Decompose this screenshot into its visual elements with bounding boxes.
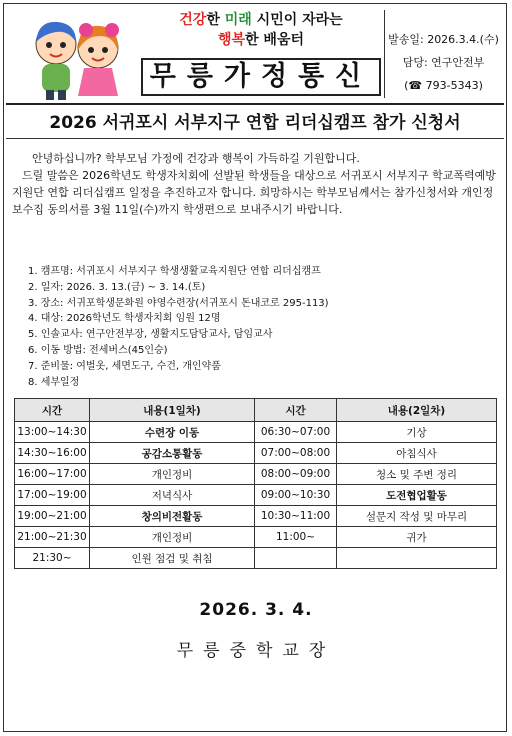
table-cell <box>255 548 337 569</box>
header-time-day2: 시간 <box>255 399 337 422</box>
principal-signature: 무릉중학교장 <box>176 641 336 661</box>
table-cell: 귀가 <box>337 527 497 548</box>
table-cell: 14:30~16:00 <box>15 443 90 464</box>
header-divider <box>6 103 504 105</box>
table-cell: 인원 점검 및 취침 <box>90 548 255 569</box>
table-cell: 21:30~ <box>15 548 90 569</box>
list-item: 3. 장소: 서귀포학생문화원 야영수련장(서귀포시 돈내코로 295-113) <box>28 297 329 309</box>
header-time-day1: 시간 <box>15 399 90 422</box>
table-cell: 창의비전활동 <box>90 506 255 527</box>
table-header-row <box>15 399 497 422</box>
table-cell: 공감소통활동 <box>90 443 255 464</box>
table-row <box>15 443 497 464</box>
issue-date: 발송일: 2026.3.4.(수) <box>388 33 499 46</box>
table-cell: 개인정비 <box>90 464 255 485</box>
table-cell: 16:00~17:00 <box>15 464 90 485</box>
intro-body: 드릴 말씀은 2026학년도 학생자치회에 선발된 학생들을 대상으로 서귀포시 서부지구 학교폭력예방 지원단 연합 리더십캠프 일정을 추진하고자 합니다. 희망하시는 학부모님께서는 참가신청서와 개인정보수집 동의서를 3월 11일(수)까지 학생편으로 보내주시기 바랍니다. <box>12 169 496 216</box>
table-cell: 19:00~21:00 <box>15 506 90 527</box>
newsletter-header <box>6 6 504 103</box>
department: 담당: 연구안전부 <box>402 56 485 69</box>
list-item: 6. 이동 방법: 전세버스(45인승) <box>28 344 168 356</box>
slogan-word-health: 건강 <box>179 12 207 28</box>
newsletter-title: 무릉가정통신 <box>141 58 381 96</box>
table-row <box>15 464 497 485</box>
table-cell: 개인정비 <box>90 527 255 548</box>
table-row <box>15 422 497 443</box>
table-cell: 17:00~19:00 <box>15 485 90 506</box>
school-slogan: 건강한 미래 시민이 자라는 행복한 배움터 <box>179 12 343 48</box>
document-title: 2026 서귀포시 서부지구 연합 리더십캠프 참가 신청서 <box>49 113 461 133</box>
table-cell: 도전협업활동 <box>337 485 497 506</box>
list-item: 5. 인솔교사: 연구안전부장, 생활지도담당교사, 담임교사 <box>28 329 273 341</box>
list-item: 1. 캠프명: 서귀포시 서부지구 학생생활교육지원단 연합 리더십캠프 <box>28 266 321 277</box>
list-item: 7. 준비물: 여벌옷, 세면도구, 수건, 개인약품 <box>28 360 221 372</box>
table-cell: 청소 및 주변 정리 <box>337 464 497 485</box>
schedule-table <box>14 398 497 569</box>
table-cell: 13:00~14:30 <box>15 422 90 443</box>
slogan-word-future: 미래 <box>224 12 252 28</box>
table-cell: 08:00~09:00 <box>255 464 337 485</box>
intro-text <box>12 150 496 218</box>
table-cell: 06:30~07:00 <box>255 422 337 443</box>
list-item: 4. 대상: 2026학년도 학생자치회 임원 12명 <box>28 313 221 325</box>
table-cell: 09:00~10:30 <box>255 485 337 506</box>
table-cell: 아침식사 <box>337 443 497 464</box>
table-row <box>15 527 497 548</box>
title-divider <box>6 138 504 139</box>
table-cell: 기상 <box>337 422 497 443</box>
table-cell <box>337 548 497 569</box>
table-row <box>15 506 497 527</box>
table-cell: 수련장 이동 <box>90 422 255 443</box>
header-content-day2: 내용(2일차) <box>337 399 497 422</box>
list-item: 2. 일자: 2026. 3. 13.(금) ~ 3. 14.(토) <box>28 281 206 293</box>
table-cell: 설문지 작성 및 마무리 <box>337 506 497 527</box>
camp-details-list <box>28 264 498 390</box>
table-row <box>15 485 497 506</box>
table-cell: 21:00~21:30 <box>15 527 90 548</box>
table-cell: 07:00~08:00 <box>255 443 337 464</box>
slogan-word-happiness: 행복 <box>217 32 246 48</box>
issue-info <box>384 10 502 98</box>
issue-date-footer: 2026. 3. 4. <box>199 600 313 620</box>
greeting: 안녕하십니까? 학부모님 가정에 건강과 행복이 가득하길 기원합니다. <box>32 152 360 165</box>
phone-number: (☎ 793-5343) <box>404 79 483 92</box>
children-mascot-icon <box>20 12 132 102</box>
table-cell: 저녁식사 <box>90 485 255 506</box>
table-row <box>15 548 497 569</box>
table-cell: 10:30~11:00 <box>255 506 337 527</box>
table-cell: 11:00~ <box>255 527 337 548</box>
list-item: 8. 세부일정 <box>28 376 80 388</box>
header-content-day1: 내용(1일차) <box>90 399 255 422</box>
